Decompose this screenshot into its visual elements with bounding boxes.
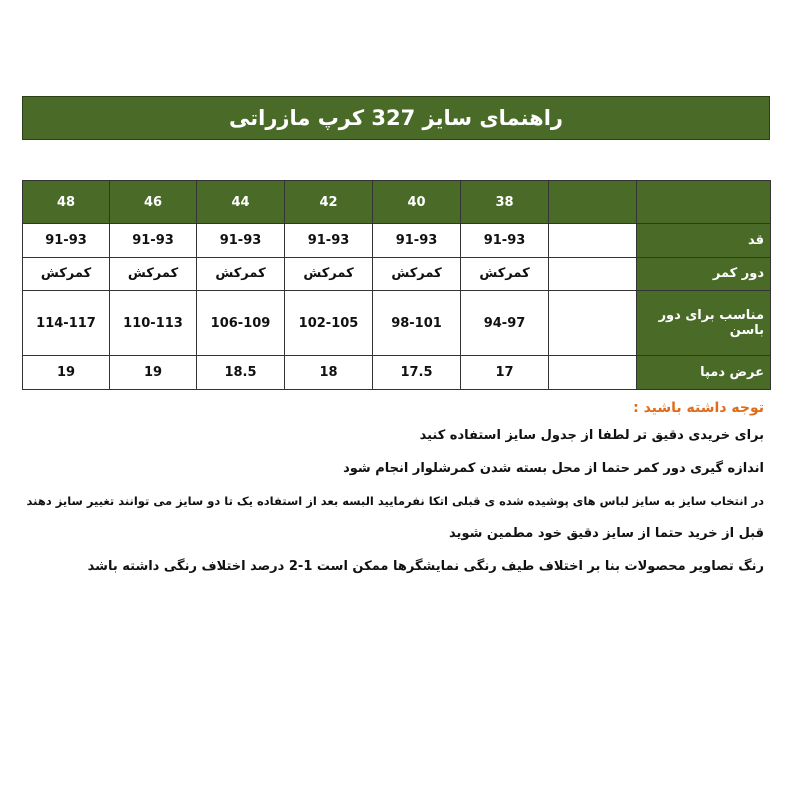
table-cell: 91-93 [110, 224, 197, 258]
row-label: مناسب برای دور باسن [637, 291, 771, 356]
note-item: برای خریدی دقیق تر لطفا از جدول سایز استفاده کنید [419, 428, 764, 443]
note-item: اندازه گیری دور کمر حتما از محل بسته شدن کمرشلوار انجام شود [343, 461, 764, 476]
table-cell: 91-93 [373, 224, 461, 258]
size-table [22, 180, 771, 390]
table-cell: 91-93 [23, 224, 110, 258]
table-cell: 110-113 [110, 291, 197, 356]
table-row [23, 356, 771, 390]
size-header: 46 [110, 181, 197, 224]
size-header: 38 [461, 181, 549, 224]
table-cell: 18 [285, 356, 373, 390]
note-item: در انتخاب سایز به سایز لباس های پوشیده شده ی قبلی اتکا نفرمایید البسه بعد از استفاده یک تا دو سایز می توانند تغییر سایز دهند [26, 494, 764, 508]
table-row [23, 257, 771, 291]
size-header: 42 [285, 181, 373, 224]
row-label: قد [637, 224, 771, 258]
table-cell: کمرکش [197, 257, 285, 291]
table-cell: کمرکش [23, 257, 110, 291]
empty-cell [549, 224, 637, 258]
note-item: رنگ تصاویر محصولات بنا بر اختلاف طیف رنگی نمایشگرها ممکن است 1-2 درصد اختلاف رنگی داشته باشد [87, 559, 764, 574]
table-cell: 102-105 [285, 291, 373, 356]
size-header-row [23, 181, 771, 224]
table-cell: کمرکش [373, 257, 461, 291]
notes-section [26, 400, 764, 592]
table-row [23, 224, 771, 258]
note-item: قبل از خرید حتما از سایز دقیق خود مطمین شوید [449, 526, 764, 541]
table-cell: 94-97 [461, 291, 549, 356]
empty-cell [549, 291, 637, 356]
table-cell: 114-117 [23, 291, 110, 356]
table-cell: 91-93 [461, 224, 549, 258]
size-header: 40 [373, 181, 461, 224]
table-cell: 17.5 [373, 356, 461, 390]
size-header: 48 [23, 181, 110, 224]
table-cell: 91-93 [285, 224, 373, 258]
empty-cell [637, 181, 771, 224]
size-header: 44 [197, 181, 285, 224]
table-cell: 17 [461, 356, 549, 390]
chart-title [22, 96, 770, 140]
table-cell: کمرکش [110, 257, 197, 291]
table-cell: کمرکش [285, 257, 373, 291]
empty-cell [549, 257, 637, 291]
row-label: عرض دمپا [637, 356, 771, 390]
table-cell: کمرکش [461, 257, 549, 291]
table-cell: 91-93 [197, 224, 285, 258]
table-row [23, 291, 771, 356]
table-cell: 19 [23, 356, 110, 390]
table-cell: 19 [110, 356, 197, 390]
empty-cell [549, 356, 637, 390]
table-cell: 18.5 [197, 356, 285, 390]
notes-heading: توجه داشته باشید : [633, 400, 764, 416]
title-text: راهنمای سایز 327 کرپ مازراتی [229, 106, 563, 130]
empty-cell [549, 181, 637, 224]
table-cell: 106-109 [197, 291, 285, 356]
row-label: دور کمر [637, 257, 771, 291]
table-cell: 98-101 [373, 291, 461, 356]
